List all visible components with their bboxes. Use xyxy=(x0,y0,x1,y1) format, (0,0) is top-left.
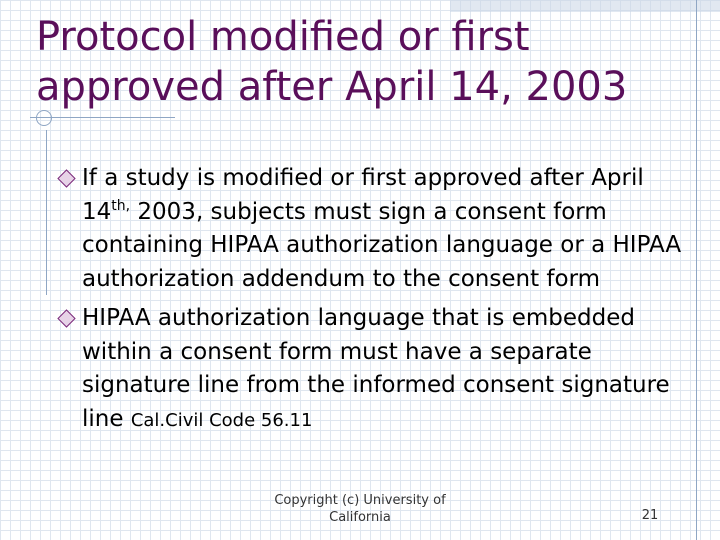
bullet-1-text-b: 2003, subjects must sign a consent form containing HIPAA authorization language or a HIPAA authorization addendum to the consent form xyxy=(82,198,682,292)
bullet-item-2 xyxy=(56,302,696,437)
crosshair-circle-icon xyxy=(36,110,52,126)
bullet-2-text: HIPAA authorization language that is embedded within a consent form must have a separate signature line from the informed consent signature line xyxy=(82,305,670,432)
page-number: 21 xyxy=(641,508,659,523)
bullet-1-text-a: If a study is modified or first approved after April 14 xyxy=(82,165,644,225)
diamond-bullet-icon xyxy=(57,309,75,327)
bullet-list xyxy=(56,162,696,443)
diamond-bullet-icon xyxy=(57,169,75,187)
corner-decoration xyxy=(450,0,720,12)
slide-title: Protocol modified or first approved after April 14, 2003 xyxy=(36,14,628,110)
footer-copyright: Copyright (c) University of California xyxy=(274,493,446,525)
bullet-2-citation: Cal.Civil Code 56.11 xyxy=(130,409,313,431)
left-guide-line xyxy=(46,130,47,295)
bullet-1-superscript: th, xyxy=(111,197,131,214)
bullet-item-1 xyxy=(56,162,696,296)
right-guide-line xyxy=(696,0,697,540)
